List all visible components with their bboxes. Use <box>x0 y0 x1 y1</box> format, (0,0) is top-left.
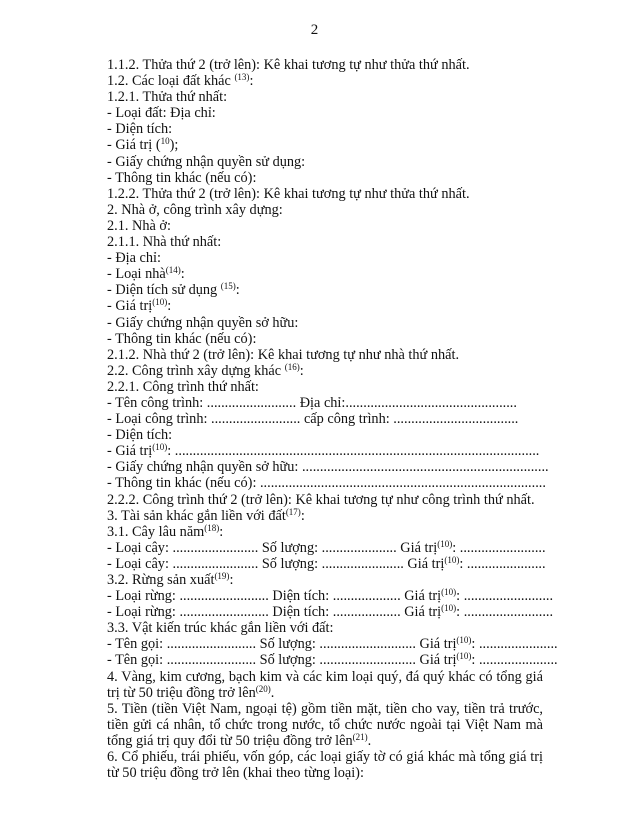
footnote-ref: (10) <box>441 603 457 614</box>
footnote-ref: (16) <box>284 361 300 372</box>
form-line <box>107 282 543 298</box>
footnote-ref: 10 <box>160 136 170 147</box>
line-text: 3.1. Cây lâu năm <box>107 523 205 540</box>
form-paragraph <box>107 701 543 749</box>
form-line: - Giấy chứng nhận quyền sở hữu: ..................................................................... <box>107 459 549 476</box>
form-line: 1.1.2. Thửa thứ 2 (trở lên): Kê khai tương tự như thửa thứ nhất. <box>107 57 470 73</box>
paragraph-text: 6. Cổ phiếu, trái phiếu, vốn góp, các loại giấy tờ có giá khác mà tổng giá trị từ 50 triệu đồng trở lên (khai theo từng loại): <box>107 749 543 782</box>
footnote-ref: (10) <box>444 554 460 565</box>
footnote-ref: (18) <box>204 522 220 533</box>
footnote-ref: (10) <box>456 651 472 662</box>
line-text: - Tên gọi: ......................... Số lượng: ........................... Giá trị <box>107 636 457 653</box>
line-text-after: : <box>167 298 172 315</box>
line-text-after: : <box>300 507 305 524</box>
line-text-after: : <box>229 572 234 588</box>
line-text: 3.2. Rừng sản xuất <box>107 572 215 588</box>
form-line: 2.1.2. Nhà thứ 2 (trở lên): Kê khai tương tự như nhà thứ nhất. <box>107 346 460 363</box>
form-line <box>107 572 543 588</box>
form-line: - Loại đất: Địa chỉ: <box>107 105 216 122</box>
form-line <box>107 363 543 379</box>
footnote-ref: (13) <box>234 72 250 83</box>
footnote-ref: (20) <box>255 683 271 694</box>
footnote-ref: (10) <box>152 297 168 308</box>
line-text: - Giá trị <box>107 298 153 315</box>
line-text: - Loại cây: ........................ Số lượng: ....................... Giá trị <box>107 555 445 572</box>
form-line <box>107 73 543 89</box>
line-text-after: : <box>180 266 185 283</box>
line-text-after: ); <box>169 137 179 154</box>
footnote-ref: (17) <box>285 506 301 517</box>
footnote-ref: (10) <box>437 538 453 549</box>
form-line: - Địa chỉ: <box>107 250 161 267</box>
line-text: - Loại rừng: ......................... Diện tích: ................... Giá trị <box>107 604 442 621</box>
form-line: - Tên công trình: ......................... Địa chỉ:................................................ <box>107 394 517 411</box>
form-line: 2.1.1. Nhà thứ nhất: <box>107 234 222 251</box>
line-text-after: : ......................... <box>456 604 554 621</box>
line-text-after: : ...................................................................................................... <box>167 443 540 460</box>
footnote-ref: (10) <box>456 635 472 646</box>
footnote-ref: (21) <box>352 731 368 742</box>
paragraph-text: 4. Vàng, kim cương, bạch kim và các kim loại quý, đá quý khác có tổng giá trị từ 50 triệu đồng trở lên <box>107 668 543 701</box>
form-line <box>107 266 543 282</box>
document-body <box>107 57 558 782</box>
form-line <box>107 651 558 669</box>
line-text-after: : ........................ <box>452 539 546 556</box>
form-line <box>107 635 558 653</box>
line-text: - Giá trị <box>107 443 153 460</box>
form-line: 2.2.2. Công trình thứ 2 (trở lên): Kê khai tương tự như công trình thứ nhất. <box>107 491 535 508</box>
footnote-ref: (19) <box>214 571 230 581</box>
form-line: 3.3. Vật kiến trúc khác gắn liền với đất: <box>107 620 334 637</box>
line-text-after: : ...................... <box>471 652 558 669</box>
form-line: 2.2.1. Công trình thứ nhất: <box>107 378 259 395</box>
form-paragraphs <box>107 669 543 782</box>
footnote-ref: (10) <box>441 587 457 598</box>
form-line: - Loại công trình: ......................... cấp công trình: ................................... <box>107 411 519 428</box>
form-line: - Thông tin khác (nếu có): <box>107 169 257 186</box>
form-line <box>107 587 554 605</box>
line-text-after: : ...................... <box>471 636 558 653</box>
form-line <box>107 298 543 314</box>
form-line: - Thông tin khác (nếu có): <box>107 330 257 347</box>
form-line: 2. Nhà ở, công trình xây dựng: <box>107 201 283 218</box>
form-line: - Giấy chứng nhận quyền sử dụng: <box>107 153 306 170</box>
form-line: 2.1. Nhà ở: <box>107 217 171 234</box>
form-paragraph <box>107 749 543 781</box>
form-lines <box>107 57 558 669</box>
paragraph-text-after: . <box>367 732 372 749</box>
form-paragraph <box>107 669 543 701</box>
line-text: - Loại cây: ........................ Số lượng: ..................... Giá trị <box>107 539 438 556</box>
form-line: - Diện tích: <box>107 121 173 138</box>
line-text: - Tên gọi: ......................... Số lượng: ........................... Giá trị <box>107 652 457 669</box>
footnote-ref: (14) <box>165 265 181 276</box>
line-text: - Giá trị ( <box>107 137 161 154</box>
form-line: 1.2.2. Thửa thứ 2 (trở lên): Kê khai tương tự như thửa thứ nhất. <box>107 185 470 202</box>
form-line <box>107 443 543 459</box>
form-line <box>107 137 543 153</box>
page-number: 2 <box>310 22 319 38</box>
line-text: 3. Tài sản khác gắn liền với đất <box>107 507 286 524</box>
paragraph-text-after: . <box>270 684 275 701</box>
form-line <box>107 508 543 524</box>
form-line <box>107 603 554 621</box>
line-text-after: : <box>299 362 304 379</box>
line-text-after: : ...................... <box>459 555 546 572</box>
form-line: - Diện tích: <box>107 427 173 444</box>
line-text-after: : <box>219 523 224 540</box>
form-line <box>107 524 543 540</box>
form-line: - Giấy chứng nhận quyền sở hữu: <box>107 314 299 331</box>
footnote-ref: (15) <box>220 281 236 292</box>
line-text: - Loại rừng: ......................... Diện tích: ................... Giá trị <box>107 588 442 605</box>
line-text-after: : <box>249 73 254 90</box>
form-line: 1.2.1. Thửa thứ nhất: <box>107 89 228 106</box>
paragraph-text: 5. Tiền (tiền Việt Nam, ngoại tệ) gồm tiền mặt, tiền cho vay, tiền trả trước, tiền gửi cá nhân, tổ chức trong nước, tổ chức nước ngoài tại Việt Nam mà tổng giá trị quy đổi từ 50 triệu đồng trở lên <box>107 700 543 749</box>
line-text: 1.2. Các loại đất khác <box>107 73 235 90</box>
form-line <box>107 554 546 572</box>
line-text: - Diện tích sử dụng <box>107 282 221 299</box>
footnote-ref: (10) <box>152 442 168 453</box>
line-text-after: : ......................... <box>456 588 554 605</box>
form-line: - Thông tin khác (nếu có): ................................................................................ <box>107 475 546 492</box>
form-line <box>107 538 546 556</box>
line-text: - Loại nhà <box>107 266 166 283</box>
line-text-after: : <box>235 282 240 299</box>
line-text: 2.2. Công trình xây dựng khác <box>107 362 285 379</box>
